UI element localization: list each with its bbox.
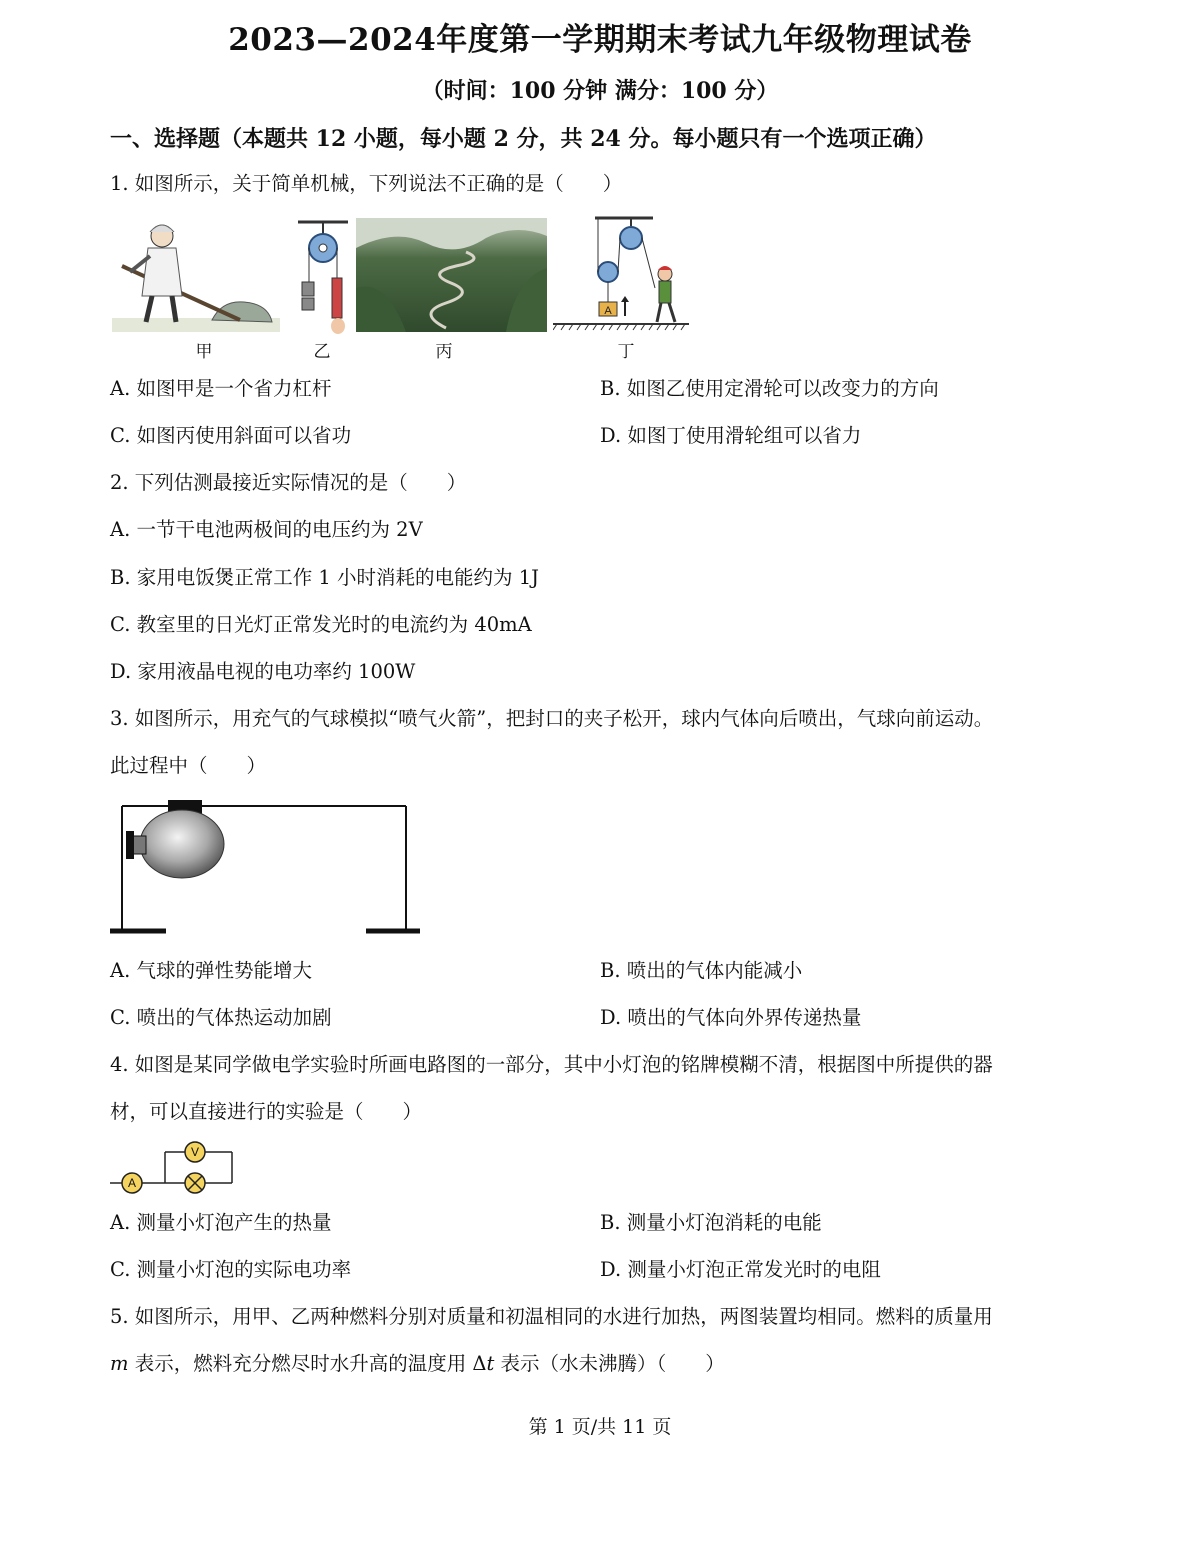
q2-option-b: B. 家用电饭煲正常工作 1 小时消耗的电能约为 1J: [110, 566, 539, 589]
caption-jia: 甲: [195, 342, 213, 362]
voltmeter-label: V: [190, 1145, 200, 1159]
ammeter-label: A: [127, 1176, 137, 1190]
figure-ding-pulley-block: [553, 214, 689, 334]
q1-option-a: A. 如图甲是一个省力杠杆: [110, 377, 332, 400]
q3-option-a: A. 气球的弹性势能增大: [110, 959, 312, 982]
question-4-stem-line2: 材，可以直接进行的实验是（ ）: [110, 1100, 423, 1123]
caption-yi: 乙: [313, 342, 331, 362]
figure-balloon-rocket: [110, 798, 422, 938]
q3-option-d: D. 喷出的气体向外界传递热量: [600, 1006, 862, 1029]
figure-circuit: [110, 1140, 240, 1196]
symbol-m: m: [110, 1352, 129, 1375]
exam-title: 2023—2024年度第一学期期末考试九年级物理试卷: [228, 22, 972, 58]
question-3-stem-line2: 此过程中（ ）: [110, 754, 267, 777]
q3-option-b: B. 喷出的气体内能减小: [600, 959, 803, 982]
q4-option-a: A. 测量小灯泡产生的热量: [110, 1211, 332, 1234]
question-2-stem: 2. 下列估测最接近实际情况的是（ ）: [110, 471, 467, 494]
q3-option-c: C. 喷出的气体热运动加剧: [110, 1006, 332, 1029]
exam-subtitle: （时间：100 分钟 满分：100 分）: [421, 78, 779, 104]
q4-option-b: B. 测量小灯泡消耗的电能: [600, 1211, 822, 1234]
question-4-stem-line1: 4. 如图是某同学做电学实验时所画电路图的一部分，其中小灯泡的铭牌模糊不清，根据图中所提供的器: [110, 1053, 993, 1076]
question-5-stem-line2: [110, 1351, 725, 1377]
q4-option-c: C. 测量小灯泡的实际电功率: [110, 1258, 352, 1281]
q1-option-d: D. 如图丁使用滑轮组可以省力: [600, 424, 862, 447]
q1-option-b: B. 如图乙使用定滑轮可以改变力的方向: [600, 377, 939, 400]
q2-option-a: A. 一节干电池两极间的电压约为 2V: [110, 518, 423, 541]
question-3-stem-line1: 3. 如图所示，用充气的气球模拟“喷气火箭”，把封口的夹子松开，球内气体向后喷出，气球向前运动。: [110, 707, 994, 730]
figure-bing-mountain-road: [356, 218, 547, 332]
symbol-t: t: [486, 1352, 495, 1375]
q5-line2-text-b: 表示（水未沸腾）（ ）: [494, 1352, 725, 1375]
q2-option-d: D. 家用液晶电视的电功率约 100W: [110, 660, 416, 683]
q2-option-c: C. 教室里的日光灯正常发光时的电流约为 40mA: [110, 613, 532, 636]
caption-ding: 丁: [617, 342, 635, 362]
figure-ding-label-a: A: [604, 305, 612, 317]
q4-option-d: D. 测量小灯泡正常发光时的电阻: [600, 1258, 881, 1281]
figure-jia-lever: [112, 222, 280, 334]
q5-line2-text-a: 表示，燃料充分燃尽时水升高的温度用 Δ: [128, 1352, 487, 1375]
figure-yi-fixed-pulley: [296, 218, 350, 336]
caption-bing: 丙: [435, 342, 453, 362]
question-5-stem-line1: 5. 如图所示，用甲、乙两种燃料分别对质量和初温相同的水进行加热，两图装置均相同。燃料的质量用: [110, 1305, 993, 1328]
page-number: 第 1 页/共 11 页: [528, 1416, 672, 1438]
question-1-stem: 1. 如图所示，关于简单机械，下列说法不正确的是（ ）: [110, 172, 623, 195]
section-heading: 一、选择题（本题共 12 小题，每小题 2 分，共 24 分。每小题只有一个选项正确）: [110, 126, 937, 152]
q1-option-c: C. 如图丙使用斜面可以省功: [110, 424, 352, 447]
